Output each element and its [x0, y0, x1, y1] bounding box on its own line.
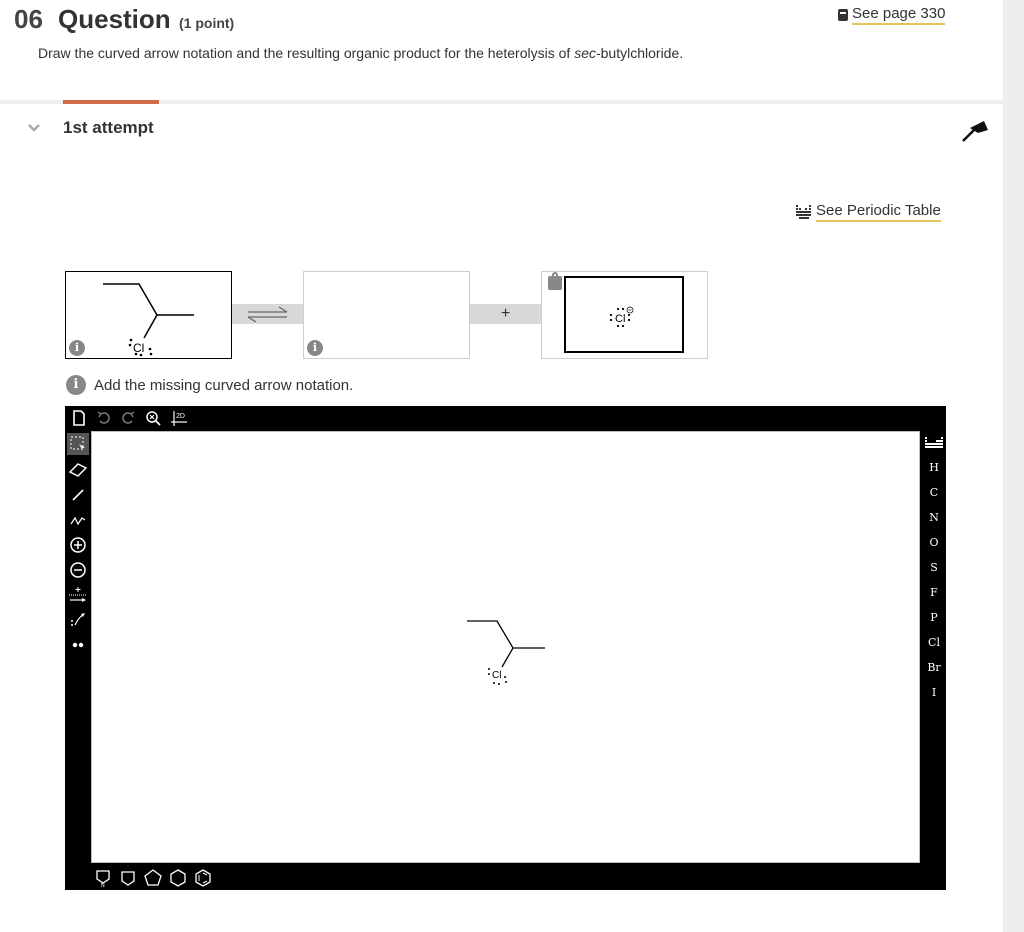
reactant-atom-label: Cl	[133, 341, 145, 355]
pin-icon[interactable]	[960, 116, 992, 144]
chain-icon[interactable]	[67, 509, 89, 531]
cyclobutane-icon[interactable]	[119, 868, 137, 888]
chevron-down-icon[interactable]	[27, 121, 41, 135]
plus-charge-icon[interactable]	[67, 534, 89, 556]
section-divider	[0, 100, 1003, 104]
bond-icon[interactable]	[67, 484, 89, 506]
element-c-button[interactable]: C	[929, 486, 939, 499]
element-p-button[interactable]: P	[930, 611, 938, 624]
reaction-arrow-icon[interactable]	[67, 584, 89, 606]
cyclopentane-icon[interactable]	[144, 868, 162, 888]
question-title: Question	[58, 4, 171, 34]
active-tab-indicator	[63, 100, 159, 104]
question-prompt: Draw the curved arrow notation and the resulting organic product for the heterolysis of sec-butylchloride.	[38, 45, 684, 61]
sec-butylchloride-structure	[66, 272, 231, 358]
drawing-canvas[interactable]	[91, 431, 920, 863]
product-drop-box[interactable]	[303, 271, 470, 359]
undo-icon[interactable]	[95, 409, 113, 427]
question-header	[0, 0, 1003, 101]
hint-text: Add the missing curved arrow notation.	[94, 376, 354, 394]
custom-template-icon[interactable]	[94, 868, 112, 888]
lock-icon	[548, 276, 562, 290]
lone-pair-icon[interactable]	[67, 634, 89, 656]
select-icon[interactable]	[67, 433, 89, 455]
element-br-button[interactable]: Br	[927, 661, 941, 674]
plus-connector	[470, 304, 541, 324]
info-icon: i	[66, 375, 86, 395]
2d-clean-label: 2D	[176, 413, 185, 420]
chloride-ion-structure	[564, 276, 684, 353]
benzene-icon[interactable]	[194, 868, 212, 888]
periodic-table-icon	[796, 205, 811, 219]
element-h-button[interactable]: H	[929, 461, 939, 474]
element-f-button[interactable]: F	[930, 586, 938, 599]
hint-message	[66, 375, 353, 395]
canvas-molecule	[92, 432, 919, 862]
element-n-button[interactable]: N	[929, 511, 939, 524]
info-icon[interactable]: i	[307, 340, 323, 356]
periodic-table-icon[interactable]	[923, 434, 945, 452]
curved-arrow-icon[interactable]	[67, 609, 89, 631]
book-icon	[838, 9, 848, 21]
attempt-label[interactable]: 1st attempt	[63, 118, 154, 137]
equilibrium-arrow-icon	[232, 304, 303, 324]
2d-clean-icon[interactable]	[169, 409, 189, 427]
question-points: (1 point)	[179, 15, 235, 31]
periodic-table-link[interactable]	[796, 202, 941, 222]
product-atom-label: Cl	[615, 313, 626, 325]
eraser-icon[interactable]	[67, 459, 89, 481]
info-icon[interactable]: i	[69, 340, 85, 356]
element-o-button[interactable]: O	[929, 536, 939, 549]
minus-charge-icon[interactable]	[67, 559, 89, 581]
plus-sign: +	[500, 305, 511, 322]
svg-text:N: N	[101, 883, 105, 887]
reactant-box[interactable]	[65, 271, 232, 359]
scrollbar-gutter[interactable]	[1003, 0, 1024, 932]
canvas-atom-label: Cl	[492, 670, 502, 681]
periodic-table-label: See Periodic Table	[816, 202, 941, 222]
element-cl-button[interactable]: Cl	[928, 636, 940, 649]
element-s-button[interactable]: S	[930, 561, 938, 574]
see-page-label: See page 330	[852, 5, 945, 25]
redo-icon[interactable]	[119, 409, 137, 427]
question-number: 06	[14, 4, 43, 34]
equilibrium-connector	[232, 304, 303, 324]
element-i-button[interactable]: I	[931, 686, 937, 699]
see-page-link[interactable]	[838, 5, 945, 25]
new-document-icon[interactable]	[70, 409, 88, 427]
zoom-clear-icon[interactable]	[144, 409, 162, 427]
cyclohexane-icon[interactable]	[169, 868, 187, 888]
